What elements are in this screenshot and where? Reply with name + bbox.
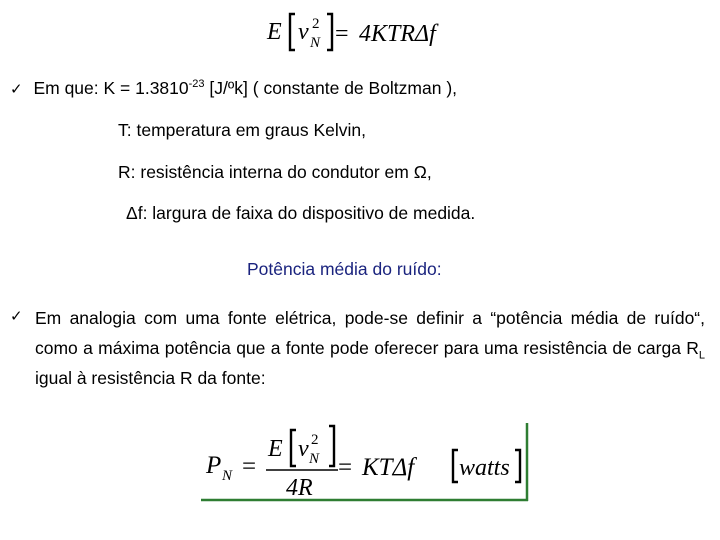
boltzmann-exponent: -23 — [188, 78, 205, 91]
resistance-end: , — [426, 162, 432, 182]
formula2-denominator: 4R — [286, 475, 313, 501]
load-subscript: L — [698, 349, 705, 362]
formula1-sub: N — [310, 35, 321, 51]
formula2-unit: watts — [459, 455, 510, 481]
formula1-exp: 2 — [312, 16, 320, 32]
formula2-num-exp: 2 — [311, 432, 319, 448]
formula2-equals1: = — [242, 453, 257, 480]
noise-power-formula — [196, 420, 536, 506]
temperature-line: T: temperatura em graus Kelvin, — [118, 120, 367, 140]
formula2-num-E: E — [268, 436, 283, 462]
formula1-rhs: 4KTRΔf — [359, 21, 436, 47]
checkmark-icon: ✓ — [10, 80, 23, 98]
formula2-num-sub: N — [309, 451, 320, 467]
boltzmann-line — [10, 75, 457, 102]
formula2-equals2: = — [338, 454, 353, 481]
noise-voltage-formula — [255, 8, 465, 54]
delta-symbol: Δ — [126, 203, 138, 223]
formula2-rhs: KTΔf — [362, 454, 415, 481]
paragraph-checkmark-icon: ✓ — [10, 307, 23, 325]
unit-left-bracket — [453, 450, 458, 482]
bandwidth-text: f: largura de faixa do dispositivo de medida. — [137, 203, 476, 223]
unit-right-bracket — [515, 450, 520, 482]
resistance-text: R: resistência interna do condutor em — [118, 162, 414, 182]
formula1-v: v — [298, 19, 309, 45]
formula2-num-v: v — [298, 436, 309, 462]
paragraph-end: igual à resistência R da fonte: — [35, 368, 266, 388]
formula2-P-sub: N — [222, 468, 233, 484]
formula1-right-bracket — [327, 14, 332, 50]
resistance-line — [118, 159, 432, 185]
formula1-E: E — [267, 19, 282, 45]
boltzmann-prefix: Em que: K = 1.3810 — [33, 78, 189, 98]
omega-symbol: Ω — [413, 162, 427, 182]
formula1-equals: = — [335, 21, 349, 47]
analogy-paragraph — [35, 303, 705, 393]
formula1-left-bracket — [290, 14, 295, 50]
bandwidth-line — [126, 200, 475, 226]
boltzmann-suffix: [J/ºk] ( constante de Boltzman ), — [204, 78, 458, 98]
paragraph-text: Em analogia com uma fonte elétrica, pode-se definir a “potência média de ruído“, como a máxima potência que a fonte pode oferecer para uma resistência de carga R — [35, 308, 705, 358]
formula2-P: P — [206, 452, 222, 479]
formula2-left-bracket — [291, 430, 296, 466]
section-subtitle: Potência média do ruído: — [247, 259, 442, 279]
formula2-right-bracket — [329, 426, 334, 466]
